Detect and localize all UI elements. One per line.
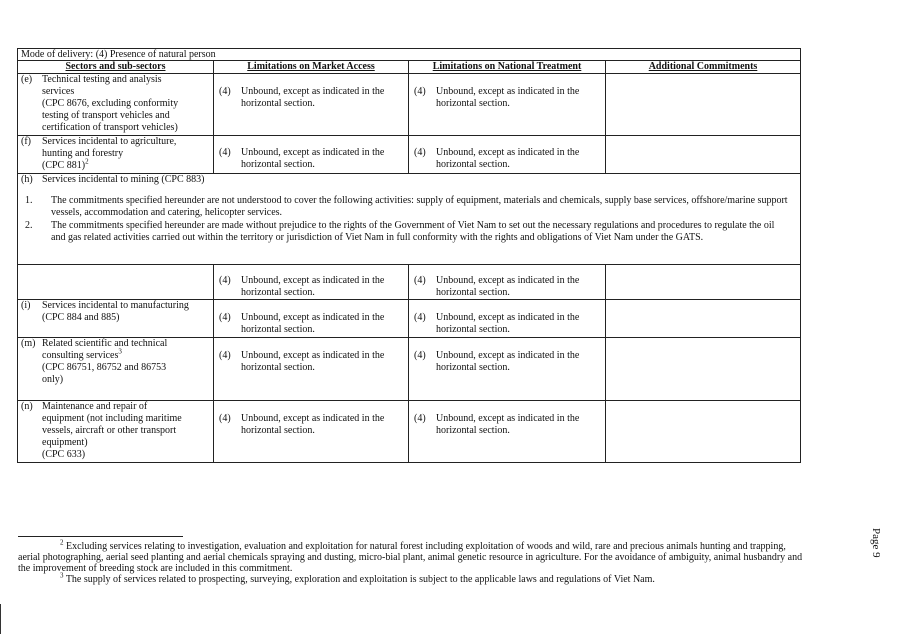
note-number: 1. (25, 195, 33, 206)
additional-commitments-cell-i (606, 300, 801, 338)
mining-note-1 (25, 195, 791, 219)
sector-label: (h) (21, 174, 33, 185)
national-treatment-cell-n (409, 401, 606, 463)
sector-text-line: Services incidental to manufacturing (42, 300, 189, 311)
sector-cell-m (18, 338, 214, 401)
market-access-cell-e (214, 74, 409, 136)
national-treatment-cell-e (409, 74, 606, 136)
mode-number: (4) (414, 312, 426, 323)
mode-number: (4) (219, 275, 231, 286)
mode-number: (4) (219, 86, 231, 97)
header-market-access: Limitations on Market Access (214, 61, 409, 74)
footnotes (18, 538, 803, 585)
market-access-cell-h (214, 265, 409, 300)
table-row-m (18, 338, 801, 401)
mode-number: (4) (219, 350, 231, 361)
footnote-divider (18, 536, 183, 537)
mode-number: (4) (414, 86, 426, 97)
sector-text-line: consulting services (42, 350, 119, 361)
sector-label: (n) (21, 401, 33, 412)
sector-text-line: services (42, 86, 75, 97)
mode-number: (4) (219, 147, 231, 158)
sector-cell-e (18, 74, 214, 136)
sector-text-line: only) (42, 374, 64, 385)
table-row-e (18, 74, 801, 136)
market-access-cell-f (214, 136, 409, 174)
sector-text-line: (CPC 884 and 885) (42, 312, 120, 323)
limitation-text: Unbound, except as indicated in the horizontal section. (436, 86, 580, 109)
market-access-cell-n (214, 401, 409, 463)
national-treatment-cell-h (409, 265, 606, 300)
mode-number: (4) (414, 413, 426, 424)
sector-text-line: Related scientific and technical (42, 338, 168, 349)
limitation-text: Unbound, except as indicated in the horizontal section. (241, 350, 385, 373)
mining-notes (21, 186, 797, 244)
footnote-number: 2 (60, 538, 64, 547)
footnote-text: The supply of services related to prospecting, surveying, exploration and exploitation is subject to the applicable laws and regulations of Viet Nam. (65, 574, 655, 585)
sector-text-line: Technical testing and analysis (42, 74, 162, 85)
additional-commitments-cell-f (606, 136, 801, 174)
limitation-text: Unbound, except as indicated in the horizontal section. (436, 147, 580, 170)
mode-of-delivery: Mode of delivery: (4) Presence of natural person (18, 49, 801, 61)
sector-text-line: (CPC 881) (42, 160, 86, 171)
sector-label: (m) (21, 338, 36, 349)
table-row-h-limitations (18, 265, 801, 300)
header-national-treatment: Limitations on National Treatment (409, 61, 606, 74)
limitation-text: Unbound, except as indicated in the horizontal section. (241, 86, 385, 109)
limitation-text: Unbound, except as indicated in the horizontal section. (436, 350, 580, 373)
limitation-text: Unbound, except as indicated in the horizontal section. (241, 413, 385, 436)
sector-text-line: vessels, aircraft or other transport (42, 425, 177, 436)
footnote-3 (18, 571, 803, 585)
limitation-text: Unbound, except as indicated in the horizontal section. (436, 413, 580, 436)
footnote-text: Excluding services relating to investigation, evaluation and exploitation for natural forest including exploitation of woods and wild, rare and precious animals hunting and trapping, aerial photographing, aerial seed planting and aerial chemicals spraying and dusting, micro-bial plant, animal genetic resource in agriculture. For the avoidance of ambiguity, animal husbandry and the improvement of breeding stock are included in this commitment. (18, 541, 803, 574)
sector-text-line: equipment (not including maritime (42, 413, 182, 424)
limitation-text: Unbound, except as indicated in the horizontal section. (241, 147, 385, 170)
mode-number: (4) (219, 413, 231, 424)
market-access-cell-i (214, 300, 409, 338)
mode-row (18, 49, 801, 61)
additional-commitments-cell-n (606, 401, 801, 463)
sector-text-line: equipment) (42, 437, 88, 448)
margin-mark (0, 604, 1, 634)
additional-commitments-cell-m (606, 338, 801, 401)
additional-commitments-cell-e (606, 74, 801, 136)
mining-note-2 (25, 220, 791, 244)
sector-label: (i) (21, 300, 31, 311)
market-access-cell-m (214, 338, 409, 401)
sector-cell-n (18, 401, 214, 463)
sector-cell-h (18, 174, 801, 265)
table-row-h (18, 174, 801, 265)
limitation-text: Unbound, except as indicated in the horizontal section. (241, 312, 385, 335)
note-text: The commitments specified hereunder are made without prejudice to the rights of the Government of Viet Nam to set out the necessary regulations and procedures to regulate the oil and gas related activities carried out within the territory or jurisdiction of Viet Nam in full conformity with the rights and obligations of Viet Nam under the GATS. (51, 220, 775, 243)
sector-text-line: Maintenance and repair of (42, 401, 148, 412)
page-number: Page 9 (870, 528, 882, 558)
header-additional-commitments: Additional Commitments (606, 61, 801, 74)
footnote-number: 3 (60, 571, 64, 580)
footnote-ref: 2 (85, 157, 89, 166)
sector-cell-h-blank (18, 265, 214, 300)
footnote-ref: 3 (118, 347, 122, 356)
sector-cell-i (18, 300, 214, 338)
sector-text-line: Services incidental to agriculture, (42, 136, 177, 147)
national-treatment-cell-i (409, 300, 606, 338)
note-number: 2. (25, 220, 33, 231)
sector-title: Services incidental to mining (CPC 883) (42, 174, 205, 185)
limitation-text: Unbound, except as indicated in the horizontal section. (436, 275, 580, 298)
sector-text-line: (CPC 86751, 86752 and 86753 (42, 362, 167, 373)
additional-commitments-cell-h (606, 265, 801, 300)
footnote-2 (18, 538, 803, 574)
sector-text-line: (CPC 633) (42, 449, 86, 460)
sector-text-line: testing of transport vehicles and (42, 110, 170, 121)
mode-number: (4) (219, 312, 231, 323)
national-treatment-cell-f (409, 136, 606, 174)
header-row (18, 61, 801, 74)
sector-label: (e) (21, 74, 33, 85)
sector-text-line: (CPC 8676, excluding conformity (42, 98, 179, 109)
table-row-f (18, 136, 801, 174)
sector-text-line: certification of transport vehicles) (42, 122, 178, 133)
table-row-n (18, 401, 801, 463)
mode-number: (4) (414, 147, 426, 158)
sector-text-line: hunting and forestry (42, 148, 124, 159)
table-row-i (18, 300, 801, 338)
header-sectors: Sectors and sub-sectors (18, 61, 214, 74)
mode-number: (4) (414, 275, 426, 286)
schedule-table (17, 48, 801, 463)
mode-number: (4) (414, 350, 426, 361)
sector-label: (f) (21, 136, 31, 147)
national-treatment-cell-m (409, 338, 606, 401)
sector-cell-f (18, 136, 214, 174)
limitation-text: Unbound, except as indicated in the horizontal section. (241, 275, 385, 298)
note-text: The commitments specified hereunder are not understood to cover the following activities: supply of equipment, materials and chemicals, supply base services, offshore/marine support vessels, accommodation and catering, helicopter services. (51, 195, 788, 218)
limitation-text: Unbound, except as indicated in the horizontal section. (436, 312, 580, 335)
